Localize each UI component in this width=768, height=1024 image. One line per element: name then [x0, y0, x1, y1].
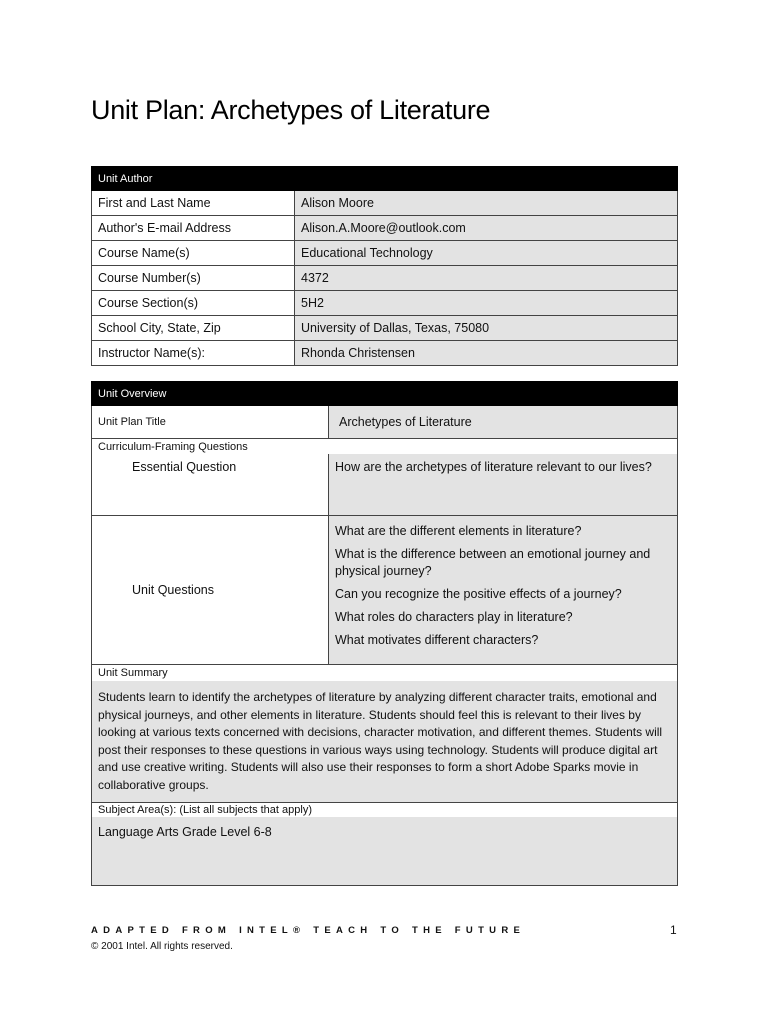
table-row — [92, 266, 678, 291]
school-location-value: University of Dallas, Texas, 75080 — [295, 316, 678, 341]
table-row — [92, 516, 678, 665]
list-item: What motivates different characters? — [335, 633, 539, 647]
field-label: Instructor Name(s): — [92, 341, 295, 366]
unit-plan-title-label: Unit Plan Title — [92, 406, 329, 439]
table-row — [92, 216, 678, 241]
table-row — [92, 406, 678, 439]
author-email-value: Alison.A.Moore@outlook.com — [295, 216, 678, 241]
page-number: 1 — [670, 923, 677, 937]
table-row — [92, 191, 678, 216]
essential-question-label: Essential Question — [92, 454, 329, 516]
footer-copyright: © 2001 Intel. All rights reserved. — [91, 941, 233, 952]
subject-area-label: Subject Area(s): (List all subjects that apply) — [92, 803, 678, 818]
unit-overview-header: Unit Overview — [92, 382, 678, 406]
table-row — [92, 241, 678, 266]
page-title: Unit Plan: Archetypes of Literature — [91, 95, 491, 125]
instructor-name-value: Rhonda Christensen — [295, 341, 678, 366]
table-row — [92, 439, 678, 455]
field-label: School City, State, Zip — [92, 316, 295, 341]
course-section-value: 5H2 — [295, 291, 678, 316]
subject-area-value: Language Arts Grade Level 6-8 — [92, 817, 678, 886]
essential-question-value: How are the archetypes of literature relevant to our lives? — [329, 454, 678, 516]
unit-overview-table — [91, 381, 678, 886]
table-row — [92, 454, 678, 516]
table-row — [92, 665, 678, 682]
table-row — [92, 316, 678, 341]
curriculum-framing-label: Curriculum-Framing Questions — [92, 439, 678, 455]
table-row — [92, 817, 678, 886]
list-item: Can you recognize the positive effects of a journey? — [335, 587, 622, 601]
footer-adapted-text: ADAPTED FROM INTEL® TEACH TO THE FUTURE — [91, 925, 526, 936]
table-row — [92, 291, 678, 316]
unit-plan-title-value: Archetypes of Literature — [329, 406, 678, 439]
field-label: Course Name(s) — [92, 241, 295, 266]
table-row — [92, 803, 678, 818]
course-number-value: 4372 — [295, 266, 678, 291]
unit-questions-label: Unit Questions — [92, 516, 329, 665]
unit-summary-text: Students learn to identify the archetypes of literature by analyzing different character traits, emotional and physical journeys, and other elements in literature. Students should feel this is relevant to their lives by looking at various texts concerned with decisions, character motivation, and different themes. Students will post their responses to these questions in various ways using technology. Students will produce digital art and use creative writing. Students will also use their responses to form a short Adobe Sparks movie in collaborative groups. — [92, 681, 678, 803]
list-item: What are the different elements in literature? — [335, 524, 582, 538]
field-label: Course Section(s) — [92, 291, 295, 316]
field-label: Author's E-mail Address — [92, 216, 295, 241]
course-name-value: Educational Technology — [295, 241, 678, 266]
unit-summary-label: Unit Summary — [92, 665, 678, 682]
table-row — [92, 681, 678, 803]
unit-questions-list — [329, 516, 678, 665]
list-item: What roles do characters play in literature? — [335, 610, 573, 624]
unit-author-table — [91, 166, 678, 366]
field-label: First and Last Name — [92, 191, 295, 216]
table-row — [92, 341, 678, 366]
author-name-value: Alison Moore — [295, 191, 678, 216]
list-item: What is the difference between an emotional journey and physical journey? — [335, 547, 651, 578]
field-label: Course Number(s) — [92, 266, 295, 291]
unit-author-header: Unit Author — [92, 167, 678, 191]
